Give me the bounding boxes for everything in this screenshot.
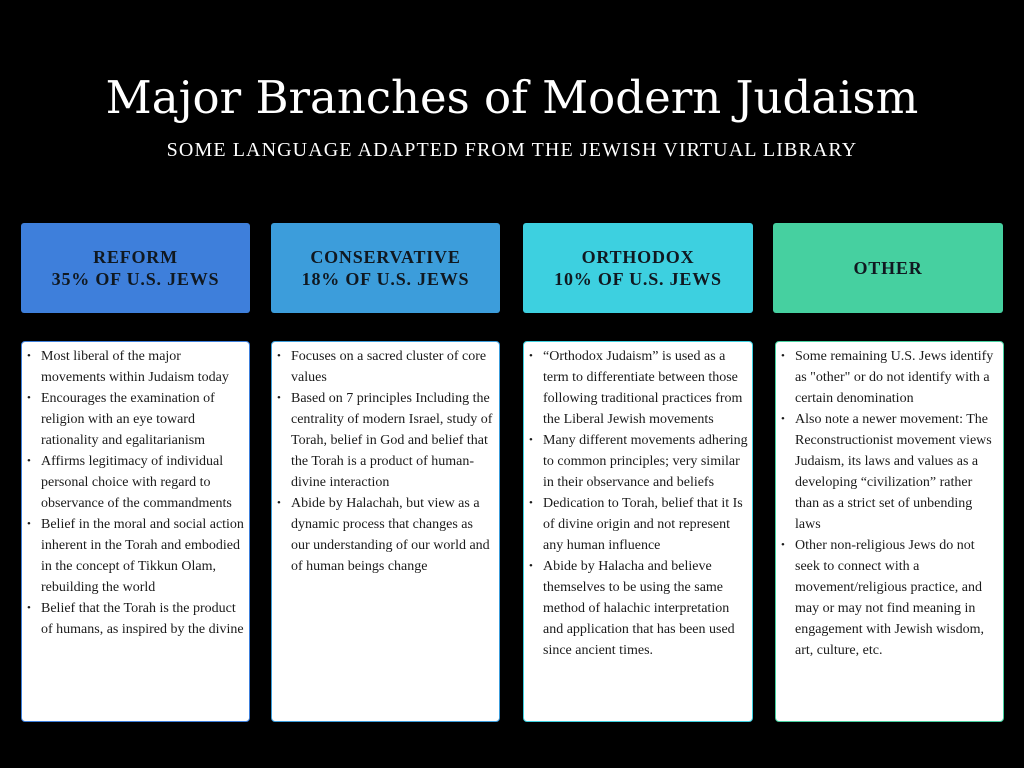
orthodox-header-share: 10% OF U.S. JEWS: [554, 269, 722, 289]
other-bullet: • Also note a newer movement: The Reconstructionist movement views Judaism, its laws and values as a developing “civilization” rather than as a strict set of unbending laws: [780, 409, 999, 535]
orthodox-bullet: • Dedication to Torah, belief that it Is of divine origin and not represent any human influence: [528, 493, 748, 556]
reform-bullet: • Encourages the examination of religion with an eye toward rationality and egalitarianism: [26, 388, 245, 451]
orthodox-content: [523, 341, 753, 722]
conservative-header: [271, 223, 500, 313]
reform-header: [21, 223, 250, 313]
conservative-bullet: • Focuses on a sacred cluster of core values: [276, 346, 495, 388]
other-header-name: OTHER: [853, 258, 923, 278]
orthodox-header-name: ORTHODOX: [581, 247, 695, 267]
page-title: Major Branches of Modern Judaism: [105, 71, 919, 124]
orthodox-bullet: • Many different movements adhering to common principles; very similar in their observance and beliefs: [528, 430, 748, 493]
other-bullet: • Some remaining U.S. Jews identify as "other" or do not identify with a certain denomination: [780, 346, 999, 409]
orthodox-bullet: • Abide by Halacha and believe themselves to be using the same method of halachic interpretation and application that has been used since ancient times.: [528, 556, 748, 661]
reform-content: [21, 341, 250, 722]
orthodox-bullet: • “Orthodox Judaism” is used as a term to differentiate between those following traditional practices from the Liberal Jewish movements: [528, 346, 748, 430]
conservative-bullet: • Abide by Halachah, but view as a dynamic process that changes as our understanding of our world and of human beings change: [276, 493, 495, 577]
page-subtitle: SOME LANGUAGE ADAPTED FROM THE JEWISH VIRTUAL LIBRARY: [166, 139, 858, 161]
other-bullet-list: [780, 346, 999, 661]
orthodox-header: [523, 223, 753, 313]
conservative-bullet: • Based on 7 principles Including the centrality of modern Israel, study of Torah, belief in God and belief that the Torah is a product of human-divine interaction: [276, 388, 495, 493]
conservative-header-name: CONSERVATIVE: [310, 247, 461, 267]
reform-bullet-list: [26, 346, 245, 640]
conservative-header-share: 18% OF U.S. JEWS: [301, 269, 470, 289]
orthodox-bullet-list: [528, 346, 748, 661]
other-bullet: • Other non-religious Jews do not seek to connect with a movement/religious practice, and may or may not find meaning in engagement with Jewish wisdom, art, culture, etc.: [780, 535, 999, 661]
conservative-bullet-list: [276, 346, 495, 577]
reform-bullet: • Affirms legitimacy of individual personal choice with regard to observance of the commandments: [26, 451, 245, 514]
other-content: [775, 341, 1004, 722]
reform-header-name: REFORM: [93, 247, 178, 267]
conservative-content: [271, 341, 500, 722]
reform-bullet: • Belief in the moral and social action inherent in the Torah and embodied in the concept of Tikkun Olam, rebuilding the world: [26, 514, 245, 598]
reform-header-share: 35% OF U.S. JEWS: [51, 269, 220, 289]
reform-bullet: • Most liberal of the major movements within Judaism today: [26, 346, 245, 388]
other-header: [773, 223, 1003, 313]
reform-bullet: • Belief that the Torah is the product of humans, as inspired by the divine: [26, 598, 245, 640]
